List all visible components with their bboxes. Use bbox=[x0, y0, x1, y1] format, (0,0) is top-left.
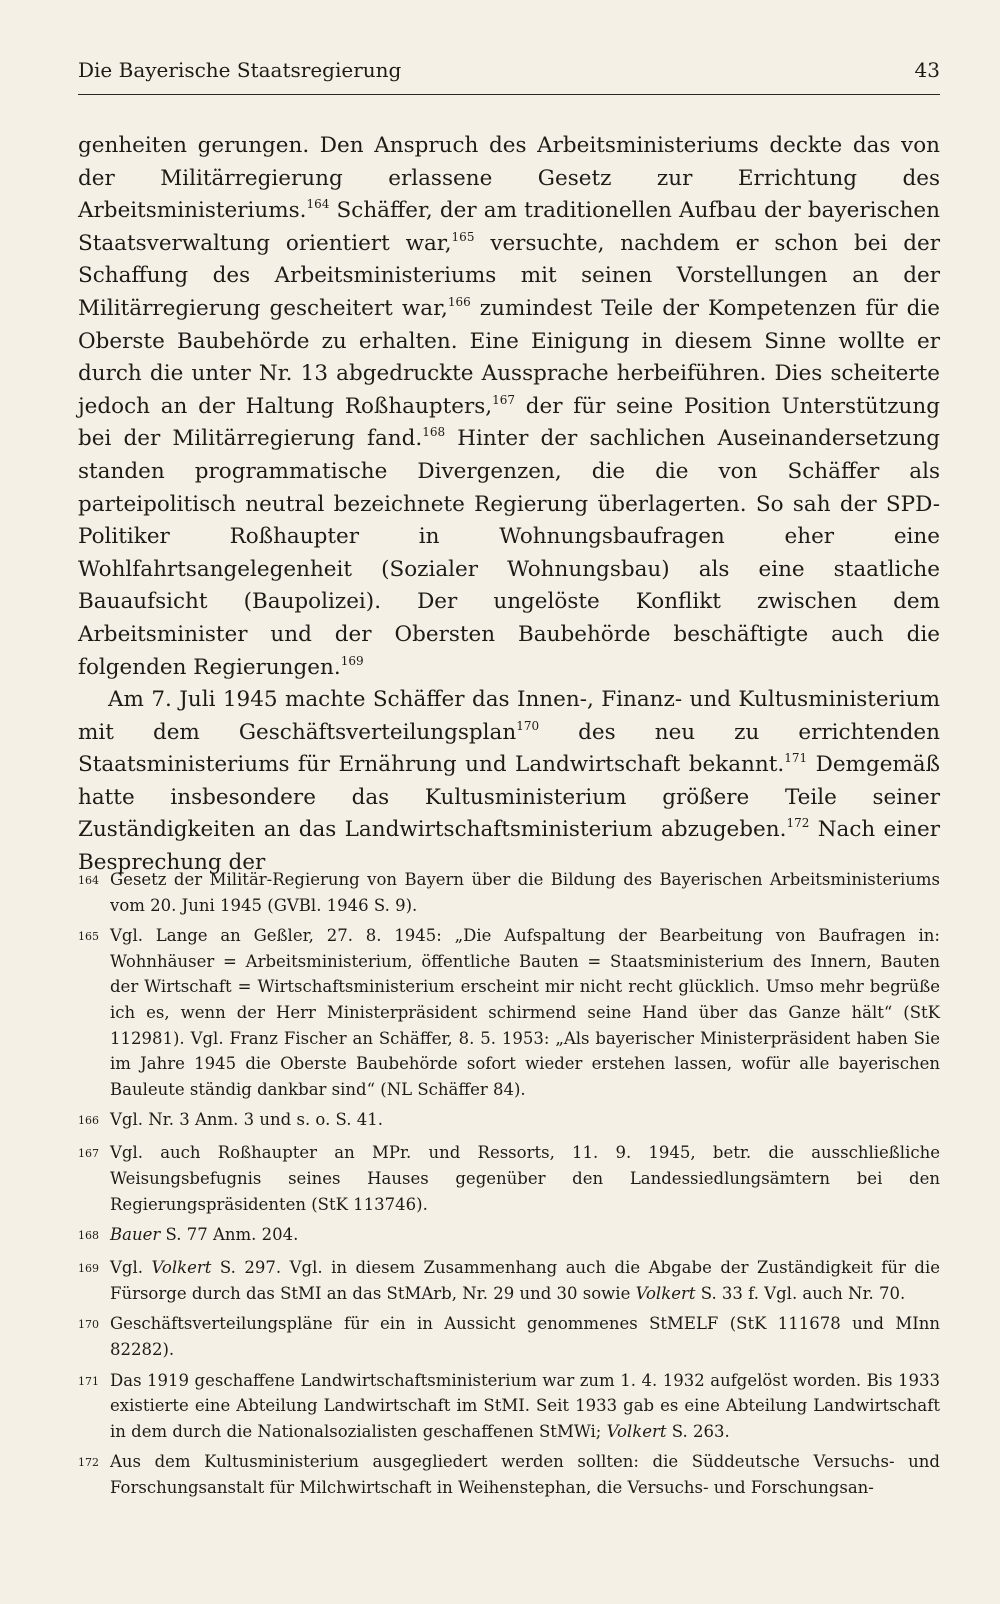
footnote-ref[interactable]: 172 bbox=[786, 816, 810, 831]
footnote-ref[interactable]: 164 bbox=[306, 197, 330, 212]
footnote-ref[interactable]: 165 bbox=[451, 229, 475, 244]
author-name: Volkert bbox=[635, 1283, 696, 1303]
footnote-ref[interactable]: 166 bbox=[447, 294, 471, 309]
text-run: der für seine Position Unterstützung bei der Militärregierung fand. bbox=[78, 393, 940, 452]
text-run: Vgl. bbox=[110, 1258, 152, 1278]
text-run: S. 297. Vgl. in diesem Zusammenhang auch die Abgabe der Zuständigkeit für die Fürsorge durch das StMI an das StMArb, Nr. 29 und 30 sowie bbox=[110, 1258, 940, 1303]
author-name: Volkert bbox=[606, 1421, 667, 1441]
footnote-number: 168 bbox=[78, 1229, 99, 1243]
text-run: S. 77 Anm. 204. bbox=[160, 1225, 299, 1245]
footnote-169 bbox=[78, 1255, 940, 1306]
footnote-number: 167 bbox=[78, 1147, 99, 1161]
text-run: Schäffer, der am traditionellen Aufbau der bayerischen Staatsverwaltung orientiert war, bbox=[78, 198, 940, 256]
footnote-167 bbox=[78, 1140, 940, 1217]
footnote-ref[interactable]: 170 bbox=[516, 718, 540, 733]
footnote-170 bbox=[78, 1311, 940, 1362]
footnote-text: Vgl. auch Roßhaupter an MPr. und Ressorts, 11. 9. 1945, betr. die ausschließliche Weisungsbefugnis seines Hauses gegenüber den Landessiedlungsämtern bei den Regierungspräsidenten (StK 113746). bbox=[110, 1143, 940, 1214]
footnote-164 bbox=[78, 867, 940, 918]
footnote-text: Aus dem Kultusministerium ausgegliedert werden sollten: die Süddeutsche Versuchs- und Forschungsanstalt für Milchwirtschaft in Weihenstephan, die Versuchs- und Forschungsan- bbox=[110, 1452, 940, 1497]
footnote-number: 169 bbox=[78, 1262, 99, 1276]
footnote-text bbox=[110, 1368, 940, 1445]
footnote-number: 164 bbox=[78, 874, 99, 887]
footnote-165 bbox=[78, 923, 940, 1102]
text-run: Nach einer Besprechung der bbox=[78, 817, 940, 876]
text-run: S. 33 f. Vgl. auch Nr. 70. bbox=[695, 1283, 906, 1303]
text-run: S. 263. bbox=[666, 1421, 730, 1441]
text-run: genheiten gerungen. Den Anspruch des Arbeitsministeriums deckte das von der Militärregierung erlassene Gesetz zur Errichtung des Arbeitsministeriums. bbox=[78, 133, 940, 224]
text-run: zumindest Teile der Kompetenzen für die Oberste Baubehörde zu erhalten. Eine Einigung in diesem Sinne wollte er durch die unter Nr. 13 abgedruckte Aussprache herbeiführen. Dies scheiterte jedoch an der Haltung Roßhaupters, bbox=[78, 295, 940, 419]
header-rule bbox=[78, 94, 940, 95]
main-text bbox=[78, 130, 940, 880]
footnote-ref[interactable]: 167 bbox=[492, 392, 516, 407]
author-name: Bauer bbox=[110, 1225, 161, 1245]
footnote-number: 170 bbox=[78, 1318, 99, 1332]
footnote-166 bbox=[78, 1107, 940, 1135]
footnote-number: 171 bbox=[78, 1374, 99, 1388]
footnote-ref[interactable]: 169 bbox=[340, 653, 364, 668]
footnote-text: Vgl. Nr. 3 Anm. 3 und s. o. S. 41. bbox=[110, 1110, 384, 1130]
footnote-168 bbox=[78, 1222, 940, 1250]
footnotes bbox=[78, 867, 940, 1505]
text-run: Demgemäß hatte insbesondere das Kultusministerium größere Teile seiner Zuständigkeiten an das Landwirtschaftsministerium abzugeben. bbox=[78, 752, 940, 843]
footnote-number: 166 bbox=[78, 1114, 99, 1128]
footnote-171 bbox=[78, 1368, 940, 1445]
footnote-text: Geschäftsverteilungspläne für ein in Aussicht genommenes StMELF (StK 111678 und MInn 82282). bbox=[110, 1314, 940, 1359]
paragraph bbox=[78, 130, 940, 684]
footnote-text bbox=[110, 1222, 940, 1250]
footnote-172 bbox=[78, 1449, 940, 1500]
text-run: des neu zu errichtenden Staatsministeriums für Ernährung und Landwirtschaft bekannt. bbox=[78, 719, 940, 778]
author-name: Volkert bbox=[151, 1258, 212, 1278]
footnote-number: 165 bbox=[78, 930, 99, 944]
text-run: versuchte, nachdem er schon bei der Schaffung des Arbeitsministeriums mit seinen Vorstellungen an der Militärregierung gescheitert war, bbox=[78, 230, 940, 321]
page-number: 43 bbox=[914, 58, 940, 82]
footnote-number: 172 bbox=[78, 1456, 99, 1470]
paragraph bbox=[78, 684, 940, 880]
text-run: Hinter der sachlichen Auseinandersetzung standen programmatische Divergenzen, die die von Schäffer als parteipolitisch neutral bezeichnete Regierung überlagerten. So sah der SPD-Politiker Roßhaupter in Wohnungsbaufragen eher eine Wohlfahrtsangelegenheit (Sozialer Wohnungsbau) als eine staatliche Bauaufsicht (Baupolizei). Der ungelöste Konflikt zwischen dem Arbeitsminister und der Obersten Baubehörde beschäftigte auch die folgenden Regierungen. bbox=[78, 426, 941, 680]
footnote-text: Gesetz der Militär-Regierung von Bayern über die Bildung des Bayerischen Arbeitsministeriums vom 20. Juni 1945 (GVBl. 1946 S. 9). bbox=[110, 870, 940, 915]
running-head-title: Die Bayerische Staatsregierung bbox=[78, 58, 402, 82]
running-head bbox=[78, 58, 940, 82]
footnote-ref[interactable]: 171 bbox=[784, 751, 808, 766]
text-run: Das 1919 geschaffene Landwirtschaftsministerium war zum 1. 4. 1932 aufgelöst worden. Bis 1933 existierte eine Abteilung Landwirtschaft im StMI. Seit 1933 gab es eine Abteilung Landwirtschaft in dem durch die Nationalsozialisten geschaffenen StMWi; bbox=[110, 1370, 940, 1441]
text-run: Am 7. Juli 1945 machte Schäffer das Innen-, Finanz- und Kultusministerium mit dem Geschäftsverteilungsplan bbox=[78, 687, 940, 745]
footnote-text bbox=[110, 1255, 940, 1306]
footnote-text: Vgl. Lange an Geßler, 27. 8. 1945: „Die Aufspaltung der Bearbeitung von Baufragen in: Wohnhäuser = Arbeitsministerium, öffentliche Bauten = Staatsministerium des Innern, Bauten der Wirtschaft = Wirtschaftsministerium erscheint mir nicht recht glücklich. Umso mehr begrüße ich es, wenn der Herr Ministerpräsident schirmend seine Hand über das Ganze hält“ (StK 112981). Vgl. Franz Fischer an Schäffer, 8. 5. 1953: „Als bayerischer Ministerpräsident haben Sie im Jahre 1945 die Oberste Baubehörde sofort wieder erstehen lassen, wofür alle bayerischen Bauleute ständig dankbar sind“ (NL Schäffer 84). bbox=[110, 926, 940, 1099]
footnote-ref[interactable]: 168 bbox=[422, 425, 446, 440]
